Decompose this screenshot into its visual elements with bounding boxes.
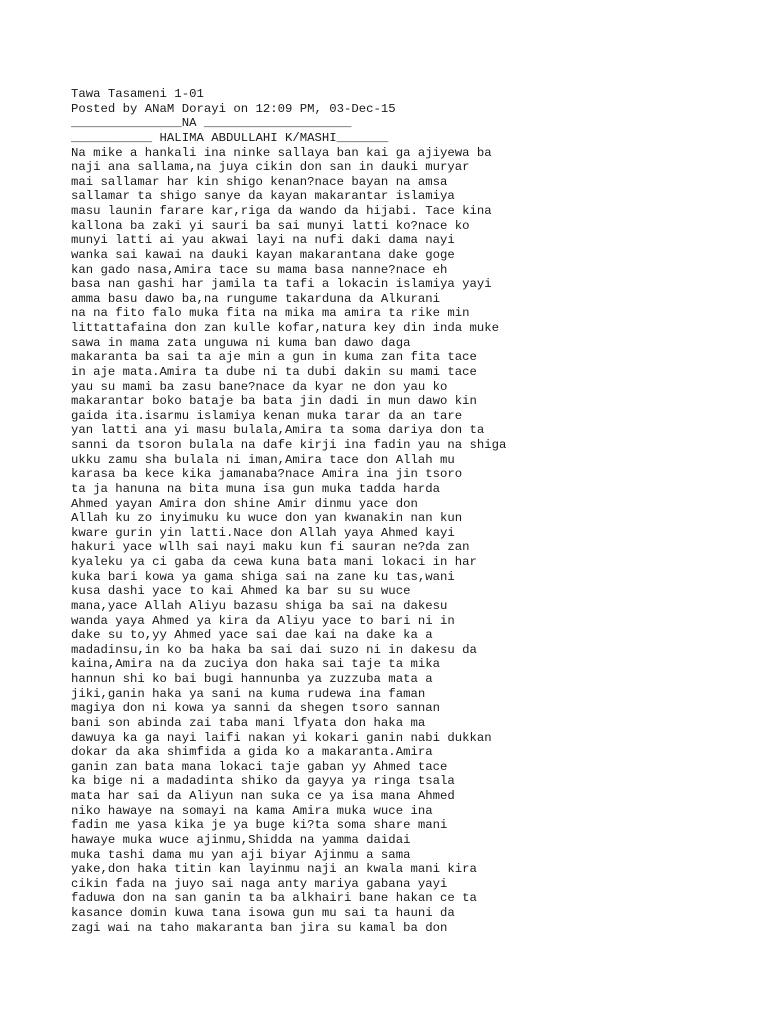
text-line: masu launin farare kar,riga da wando da hijabi. Tace kina [71, 204, 492, 218]
text-line: magiya don ni kowa ya sanni da shegen tsoro sannan [71, 701, 440, 716]
text-line: dawuya ka ga nayi laifi nakan yi kokari ganin nabi dukkan [71, 730, 492, 745]
text-line: dokar da aka shimfida a gida ko a makaranta.Amira [71, 745, 433, 760]
text-line: Na mike a hankali ina ninke sallaya ban kai ga ajiyewa ba [71, 145, 492, 160]
author-heading-line: ___________ HALIMA ABDULLAHI K/MASHI_______ [71, 130, 389, 145]
text-line: makarantar boko bataje ba bata jin dadi in mun dawo kin [71, 394, 477, 409]
text-line: amma basu dawo ba,na rungume takarduna da Alkurani [71, 291, 440, 306]
text-line: cikin fada na juyo sai naga anty mariya gabana yayi [71, 876, 448, 891]
text-line: hawaye muka wuce ajinmu,Shidda na yamma daidai [71, 832, 411, 847]
text-line: ukku zamu sha bulala ni iman,Amira tace don Allah mu [71, 452, 455, 467]
text-line: sawa in mama zata unguwa ni kuma ban dawo daga [71, 335, 411, 350]
text-line: fadin me yasa kika je ya buge ki?ta soma share mani [71, 818, 448, 833]
text-line: basa nan gashi har jamila ta tafi a lokacin islamiya yayi [71, 277, 492, 292]
document-title: Tawa Tasameni 1-01 [71, 87, 204, 101]
text-line: kware gurin yin latti.Nace don Allah yaya Ahmed kayi [71, 525, 455, 540]
text-line: yake,don haka titin kan layinmu naji an kwala mani kira [71, 862, 477, 877]
text-line: Ahmed yayan Amira don shine Amir dinmu yace don [71, 496, 418, 511]
text-line: sallamar ta shigo sanye da kayan makarantar islamiya [71, 189, 455, 204]
text-line: muka tashi dama mu yan aji biyar Ajinmu a sama [71, 847, 411, 862]
document-text [71, 87, 751, 935]
text-line: littattafaina don zan kulle kofar,natura key din inda muke [71, 321, 500, 335]
text-line: gaida ita.isarmu islamiya kenan muka tarar da an tare [71, 408, 463, 423]
text-line: wanka sai kawai na dauki kayan makarantana dake goge [71, 247, 455, 262]
text-line: mai sallamar har kin shigo kenan?nace bayan na amsa [71, 174, 448, 189]
text-line: zagi wai na taho makaranta ban jira su kamal ba don [71, 920, 448, 935]
text-line: mana,yace Allah Aliyu bazasu shiga ba sai na dakesu [71, 598, 448, 613]
text-line: munyi latti ai yau akwai layi na nufi daki dama nayi [71, 233, 455, 248]
text-line: Allah ku zo inyimuku ku wuce don yan kwanakin nan kun [71, 511, 463, 526]
text-line: kan gado nasa,Amira tace su mama basa nanne?nace eh [71, 262, 448, 277]
text-line: karasa ba kece kika jamanaba?nace Amira ina jin tsoro [71, 467, 463, 482]
text-line: sanni da tsoron bulala na dafe kirji ina fadin yau na shiga [71, 438, 507, 452]
text-line: yau su mami ba zasu bane?nace da kyar ne don yau ko [71, 379, 448, 394]
text-line: yan latti ana yi masu bulala,Amira ta soma dariya don ta [71, 423, 485, 438]
text-line: kuka bari kowa ya gama shiga sai na zane ku tas,wani [71, 569, 455, 584]
text-line: dake su to,yy Ahmed yace sai dae kai na dake ka a [71, 628, 433, 643]
text-line: madadinsu,in ko ba haka ba sai dai suzo ni in dakesu da [71, 642, 477, 657]
text-line: ka bige ni a madadinta shiko da gayya ya ringa tsala [71, 774, 455, 789]
text-line: wanda yaya Ahmed ya kira da Aliyu yace to bari ni in [71, 613, 455, 628]
author-heading-line: _______________NA ____________________ [71, 116, 352, 131]
text-line: na na fito falo muka fita na mika ma amira ta rike min [71, 306, 470, 321]
text-line: kallona ba zaki yi sauri ba sai munyi latti ko?nace ko [71, 218, 470, 233]
text-line: ta ja hanuna na bita muna isa gun muka tadda harda [71, 481, 440, 496]
text-line: ganin zan bata mana lokaci taje gaban yy Ahmed tace [71, 759, 448, 774]
text-line: hakuri yace wllh sai nayi maku kun fi sauran ne?da zan [71, 540, 470, 555]
text-line: bani son abinda zai taba mani lfyata don haka ma [71, 715, 426, 730]
text-line: mata har sai da Aliyun nan suka ce ya isa mana Ahmed [71, 789, 455, 803]
text-line: kusa dashi yace to kai Ahmed ka bar su su wuce [71, 584, 411, 599]
text-line: kaina,Amira na da zuciya don haka sai taje ta mika [71, 657, 440, 672]
text-line: faduwa don na san ganin ta ba alkhairi bane hakan ce ta [71, 891, 477, 906]
text-line: jiki,ganin haka ya sani na kuma rudewa ina faman [71, 686, 426, 701]
text-line: naji ana sallama,na juya cikin don san in dauki muryar [71, 160, 470, 175]
text-line: kyaleku ya ci gaba da cewa kuna bata mani lokaci in har [71, 555, 477, 569]
text-line: makaranta ba sai ta aje min a gun in kuma zan fita tace [71, 350, 477, 365]
text-line: niko hawaye na somayi na kama Amira muka wuce ina [71, 803, 433, 818]
post-byline: Posted by ANaM Dorayi on 12:09 PM, 03-Dec-15 [71, 101, 396, 116]
text-line: kasance domin kuwa tana isowa gun mu sai ta hauni da [71, 906, 455, 920]
text-line: hannun shi ko bai bugi hannunba ya zuzzuba mata a [71, 672, 433, 686]
text-line: in aje mata.Amira ta dube ni ta dubi dakin su mami tace [71, 364, 477, 379]
